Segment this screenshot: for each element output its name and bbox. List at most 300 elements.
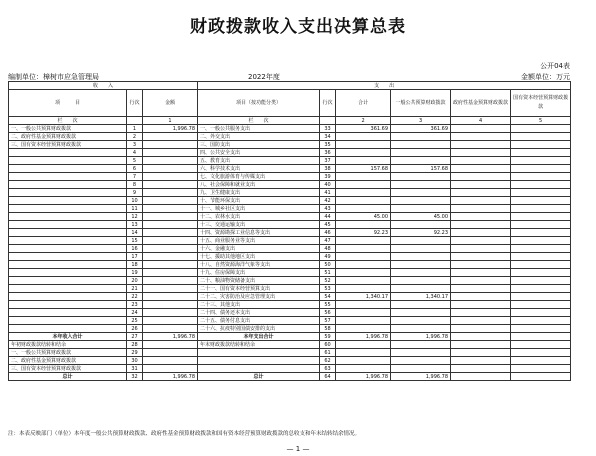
income-item [9,197,127,205]
table-row [9,269,571,277]
income-item [9,157,127,165]
income-item [9,269,127,277]
income-line-no: 3 [127,141,143,149]
table-row [9,301,571,309]
table-row [9,205,571,213]
table-row [9,157,571,165]
expense-line-no: 57 [320,317,336,325]
expense-gov-fund [451,237,511,245]
income-line-no: 1 [127,125,143,133]
col-index-5: 5 [511,117,571,125]
expense-gov-fund [451,309,511,317]
income-amount [143,197,198,205]
income-amount [143,245,198,253]
expense-gov-fund [451,269,511,277]
lanci-label-right: 栏 次 [198,117,320,125]
expense-state-capital [511,205,571,213]
col-gov-fund: 政府性基金预算财政拨款 [451,90,511,117]
income-item: 一、一般公共预算财政拨款 [9,125,127,133]
column-index-row [9,117,571,125]
expense-state-capital [511,285,571,293]
expense-total [336,133,391,141]
table-row [9,325,571,333]
income-item: 三、国有资本经营预算财政拨款 [9,141,127,149]
expense-state-capital [511,189,571,197]
expense-total: 1,996.78 [336,373,391,381]
income-item [9,325,127,333]
income-line-no: 25 [127,317,143,325]
expense-state-capital [511,213,571,221]
expense-line-no: 50 [320,261,336,269]
expense-gov-fund [451,253,511,261]
income-amount [143,325,198,333]
table-row [9,333,571,341]
expense-state-capital [511,357,571,365]
expense-item: 本年支出合计 [198,333,320,341]
income-line-no: 28 [127,341,143,349]
expense-line-no: 42 [320,197,336,205]
expense-state-capital [511,157,571,165]
income-item [9,205,127,213]
expense-gov-fund [451,333,511,341]
col-index-4: 4 [451,117,511,125]
expense-item: 九、卫生健康支出 [198,189,320,197]
expense-general-budget [391,189,451,197]
expense-item: 二十一、国有资本经营预算支出 [198,285,320,293]
expense-line-no: 55 [320,301,336,309]
expense-total [336,325,391,333]
col-total: 合计 [336,90,391,117]
report-year: 2022年度 [248,73,280,81]
expense-total: 157.68 [336,165,391,173]
expense-item [198,365,320,373]
expense-line-no: 59 [320,333,336,341]
expense-item: 四、公共安全支出 [198,149,320,157]
expense-gov-fund [451,141,511,149]
expense-total: 92.23 [336,229,391,237]
income-item [9,253,127,261]
income-line-no: 7 [127,173,143,181]
table-header-group [9,82,571,90]
expense-total [336,189,391,197]
expense-state-capital [511,301,571,309]
expense-state-capital [511,149,571,157]
income-amount [143,349,198,357]
col-amount: 金额 [143,90,198,117]
income-item [9,181,127,189]
expense-item: 十二、农林水支出 [198,213,320,221]
expense-item [198,349,320,357]
expense-total [336,237,391,245]
expense-state-capital [511,165,571,173]
expense-line-no: 33 [320,125,336,133]
income-line-no: 6 [127,165,143,173]
expense-line-no: 38 [320,165,336,173]
expense-state-capital [511,125,571,133]
income-line-no: 26 [127,325,143,333]
expense-line-no: 35 [320,141,336,149]
expense-header: 支 出 [198,82,571,90]
table-row [9,213,571,221]
expense-gov-fund [451,261,511,269]
expense-general-budget [391,133,451,141]
expense-general-budget [391,149,451,157]
income-item [9,165,127,173]
table-number: 公开04表 [540,62,570,70]
income-amount [143,213,198,221]
income-amount [143,189,198,197]
expense-general-budget [391,349,451,357]
income-amount [143,277,198,285]
page-title: 财政拨款收入支出决算总表 [190,17,406,37]
expense-state-capital [511,237,571,245]
expense-item: 七、文化旅游体育与传媒支出 [198,173,320,181]
expense-item: 十三、交通运输支出 [198,221,320,229]
expense-general-budget [391,365,451,373]
income-item: 年初财政拨款结转和结余 [9,341,127,349]
expense-line-no: 58 [320,325,336,333]
expense-general-budget [391,301,451,309]
expense-general-budget [391,317,451,325]
expense-item: 二十四、债务还本支出 [198,309,320,317]
expense-total [336,349,391,357]
table-row [9,133,571,141]
expense-gov-fund [451,205,511,213]
expense-line-no: 62 [320,357,336,365]
expense-total [336,149,391,157]
table-row [9,189,571,197]
income-amount [143,237,198,245]
expense-general-budget: 1,996.78 [391,333,451,341]
expense-total [336,309,391,317]
expense-total [336,141,391,149]
expense-total [336,181,391,189]
expense-gov-fund [451,197,511,205]
expense-total [336,197,391,205]
expense-general-budget [391,221,451,229]
table-row [9,173,571,181]
expense-line-no: 36 [320,149,336,157]
expense-item: 二十三、其他支出 [198,301,320,309]
income-amount [143,269,198,277]
expense-state-capital [511,173,571,181]
table-row [9,253,571,261]
expense-line-no: 49 [320,253,336,261]
income-item: 二、政府性基金预算财政拨款 [9,133,127,141]
income-item [9,237,127,245]
expense-general-budget [391,269,451,277]
table-row [9,229,571,237]
expense-item: 二十五、债务付息支出 [198,317,320,325]
expense-line-no: 63 [320,365,336,373]
expense-state-capital [511,253,571,261]
expense-gov-fund [451,301,511,309]
expense-line-no: 40 [320,181,336,189]
table-row [9,373,571,381]
expense-total [336,205,391,213]
expense-state-capital [511,141,571,149]
expense-state-capital [511,261,571,269]
income-line-no: 27 [127,333,143,341]
expense-total [336,245,391,253]
table-row [9,245,571,253]
table-row [9,349,571,357]
income-item [9,309,127,317]
income-item [9,277,127,285]
income-amount [143,221,198,229]
income-line-no: 22 [127,293,143,301]
expense-general-budget: 157.68 [391,165,451,173]
expense-line-no: 44 [320,213,336,221]
expense-gov-fund [451,245,511,253]
expense-gov-fund [451,277,511,285]
table-row [9,197,571,205]
expense-total: 1,996.78 [336,333,391,341]
table-row [9,285,571,293]
income-line-no: 21 [127,285,143,293]
expense-gov-fund [451,325,511,333]
income-line-no: 20 [127,277,143,285]
expense-gov-fund [451,149,511,157]
expense-line-no: 53 [320,285,336,293]
expense-item: 十八、自然资源海洋气象等支出 [198,261,320,269]
expense-general-budget [391,181,451,189]
expense-general-budget [391,261,451,269]
expense-gov-fund [451,357,511,365]
table-row [9,277,571,285]
income-amount [143,229,198,237]
income-amount: 1,996.78 [143,333,198,341]
expense-item: 二十、粮油物资储备支出 [198,277,320,285]
expense-general-budget: 92.23 [391,229,451,237]
expense-gov-fund [451,373,511,381]
income-header: 收 入 [9,82,198,90]
table-row [9,309,571,317]
expense-gov-fund [451,189,511,197]
table-row [9,141,571,149]
expense-total: 45.00 [336,213,391,221]
expense-item: 二十六、抗疫特别国债安排的支出 [198,325,320,333]
table-row [9,149,571,157]
income-item: 总计 [9,373,127,381]
income-line-no: 13 [127,221,143,229]
expense-gov-fund [451,229,511,237]
expense-line-no: 60 [320,341,336,349]
income-amount [143,173,198,181]
expense-total [336,341,391,349]
table-header-columns [9,90,571,117]
expense-gov-fund [451,317,511,325]
col-line-no: 行次 [127,90,143,117]
page-number: — 1 — [286,445,310,453]
expense-state-capital [511,325,571,333]
table-row [9,237,571,245]
income-item [9,317,127,325]
expense-item: 一、一般公共服务支出 [198,125,320,133]
table-row [9,317,571,325]
expense-general-budget: 1,340.17 [391,293,451,301]
expense-total: 361.69 [336,125,391,133]
expense-gov-fund [451,341,511,349]
expense-state-capital [511,277,571,285]
income-item: 二、政府性基金预算财政拨款 [9,357,127,365]
expense-total [336,365,391,373]
expense-general-budget: 361.69 [391,125,451,133]
income-item: 一、一般公共预算财政拨款 [9,349,127,357]
expense-state-capital [511,269,571,277]
footnote: 注：本表反映部门（单位）本年度一般公共预算财政拨款、政府性基金预算财政拨款和国有资本经营预算财政拨款的总收支和年末结转结余情况。 [8,431,361,437]
expense-line-no: 37 [320,157,336,165]
expense-line-no: 41 [320,189,336,197]
expense-line-no: 61 [320,349,336,357]
income-line-no: 31 [127,365,143,373]
expense-line-no: 45 [320,221,336,229]
expense-gov-fund [451,125,511,133]
expense-line-no: 43 [320,205,336,213]
income-line-no: 32 [127,373,143,381]
income-amount [143,181,198,189]
expense-line-no: 47 [320,237,336,245]
expense-gov-fund [451,293,511,301]
income-amount: 1,996.78 [143,125,198,133]
expense-general-budget: 1,996.78 [391,373,451,381]
expense-gov-fund [451,165,511,173]
expense-total [336,277,391,285]
income-amount [143,341,198,349]
expense-line-no: 34 [320,133,336,141]
expense-general-budget [391,309,451,317]
income-amount [143,261,198,269]
income-item [9,293,127,301]
expense-total [336,221,391,229]
income-line-no: 24 [127,309,143,317]
expense-state-capital [511,229,571,237]
expense-total [336,285,391,293]
table-row [9,181,571,189]
expense-state-capital [511,197,571,205]
expense-gov-fund [451,173,511,181]
income-amount [143,365,198,373]
col-state-capital: 国有资本经营预算财政拨款 [511,90,571,117]
expense-item: 八、社会保障和就业支出 [198,181,320,189]
expense-general-budget [391,141,451,149]
expense-gov-fund [451,133,511,141]
income-line-no: 12 [127,213,143,221]
income-amount [143,301,198,309]
expense-item: 总计 [198,373,320,381]
expense-total [336,301,391,309]
expense-gov-fund [451,285,511,293]
table-row [9,165,571,173]
expense-general-budget [391,245,451,253]
expense-total [336,157,391,165]
income-amount [143,141,198,149]
table-row [9,261,571,269]
expense-total [336,269,391,277]
expense-general-budget [391,325,451,333]
income-line-no: 30 [127,357,143,365]
expense-state-capital [511,293,571,301]
expense-line-no: 51 [320,269,336,277]
expense-total [336,253,391,261]
income-item: 三、国有资本经营预算财政拨款 [9,365,127,373]
expense-total [336,173,391,181]
col-func-item: 项目（按功能分类） [198,90,320,117]
income-amount [143,149,198,157]
income-line-no: 9 [127,189,143,197]
expense-general-budget [391,357,451,365]
income-item [9,149,127,157]
expense-state-capital [511,181,571,189]
expense-item: 十、节能环保支出 [198,197,320,205]
income-line-no: 14 [127,229,143,237]
income-amount: 1,996.78 [143,373,198,381]
expense-line-no: 48 [320,245,336,253]
income-amount [143,285,198,293]
income-item [9,213,127,221]
expense-total: 1,340.17 [336,293,391,301]
table-row [9,125,571,133]
expense-general-budget [391,341,451,349]
expense-general-budget [391,253,451,261]
expense-state-capital [511,245,571,253]
income-item [9,301,127,309]
income-item [9,173,127,181]
expense-item: 十九、住房保障支出 [198,269,320,277]
expense-state-capital [511,133,571,141]
expense-line-no: 54 [320,293,336,301]
expense-gov-fund [451,181,511,189]
expense-general-budget: 45.00 [391,213,451,221]
expense-state-capital [511,341,571,349]
expense-total [336,357,391,365]
income-line-no: 15 [127,237,143,245]
income-item [9,285,127,293]
expense-total [336,261,391,269]
table-row [9,293,571,301]
income-item [9,261,127,269]
expense-item: 十一、城乡社区支出 [198,205,320,213]
income-line-no: 18 [127,261,143,269]
expense-item: 二十二、灾害防治及应急管理支出 [198,293,320,301]
expense-state-capital [511,317,571,325]
income-line-no: 19 [127,269,143,277]
income-amount [143,157,198,165]
income-line-no: 4 [127,149,143,157]
expense-item: 十四、资源勘探工业信息等支出 [198,229,320,237]
income-item [9,221,127,229]
expense-general-budget [391,197,451,205]
income-line-no: 8 [127,181,143,189]
income-line-no: 16 [127,245,143,253]
income-item: 本年收入合计 [9,333,127,341]
expense-item: 十五、商业服务业等支出 [198,237,320,245]
income-line-no: 11 [127,205,143,213]
expense-state-capital [511,365,571,373]
col-line-no-right: 行次 [320,90,336,117]
expense-item: 十六、金融支出 [198,245,320,253]
expense-total [336,317,391,325]
table-row [9,365,571,373]
income-amount [143,205,198,213]
expense-gov-fund [451,221,511,229]
col-item: 项 目 [9,90,127,117]
expense-state-capital [511,333,571,341]
expense-line-no: 39 [320,173,336,181]
col-index-2: 2 [336,117,391,125]
income-amount [143,293,198,301]
income-amount [143,317,198,325]
